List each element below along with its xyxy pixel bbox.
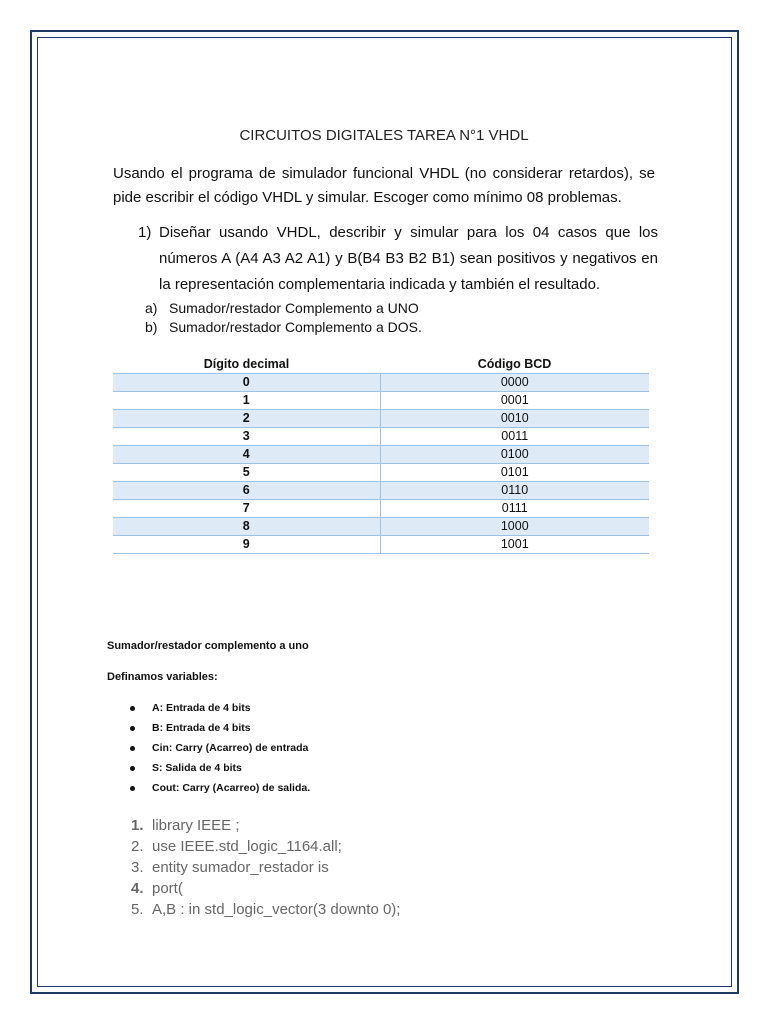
code-text: library IEEE ; <box>152 817 240 834</box>
code-text: port( <box>152 880 183 897</box>
line-number: 3. <box>131 859 144 876</box>
line-number: 5. <box>131 901 144 918</box>
cell-bcd-code: 1001 <box>380 536 649 554</box>
subitem-text: Sumador/restador Complemento a DOS. <box>169 319 422 335</box>
cell-decimal-digit: 7 <box>113 500 380 518</box>
list-item: S: Salida de 4 bits <box>130 758 310 778</box>
code-line <box>131 815 400 836</box>
table-row <box>113 482 649 500</box>
code-text: A,B : in std_logic_vector(3 downto 0); <box>152 901 401 918</box>
cell-bcd-code: 0110 <box>380 482 649 500</box>
table-row <box>113 446 649 464</box>
table-row <box>113 428 649 446</box>
header-decimal-digit: Dígito decimal <box>203 357 290 371</box>
define-variables-label: Definamos variables: <box>107 671 218 683</box>
problem-1 <box>138 220 658 298</box>
list-item: A: Entrada de 4 bits <box>130 698 310 718</box>
line-number: 2. <box>131 838 144 855</box>
code-line <box>131 899 400 920</box>
code-listing <box>131 815 400 920</box>
subitem-text: Sumador/restador Complemento a UNO <box>169 300 419 316</box>
cell-bcd-code: 0010 <box>380 410 649 428</box>
intro-paragraph: Usando el programa de simulador funcional VHDL (no considerar retardos), se pide escribir el código VHDL y simular. Escoger como mínimo 08 problemas. <box>113 165 655 206</box>
cell-decimal-digit: 5 <box>113 464 380 482</box>
cell-bcd-code: 0000 <box>380 374 649 392</box>
problem-text: Diseñar usando VHDL, describir y simular para los 04 casos que los números A (A4 A3 A2 A1) y B(B4 B3 B2 B1) sean positivos y negativos en la representación complementaria indicada y también el resultado. <box>159 224 658 293</box>
line-number: 4. <box>131 880 144 897</box>
code-line <box>131 857 400 878</box>
subitem-a <box>145 299 419 317</box>
table-row <box>113 464 649 482</box>
list-item: Cout: Carry (Acarreo) de salida. <box>130 778 310 798</box>
document-title: CIRCUITOS DIGITALES TAREA N°1 VHDL <box>239 127 529 144</box>
code-line <box>131 878 400 899</box>
bullet-icon <box>130 766 135 771</box>
cell-decimal-digit: 6 <box>113 482 380 500</box>
cell-decimal-digit: 8 <box>113 518 380 536</box>
subitem-b <box>145 318 422 336</box>
bullet-icon <box>130 706 135 711</box>
variables-list <box>130 698 310 798</box>
cell-bcd-code: 1000 <box>380 518 649 536</box>
table-row <box>113 410 649 428</box>
table-header-row <box>113 356 649 374</box>
code-text: use IEEE.std_logic_1164.all; <box>152 838 342 855</box>
subitem-label: a) <box>145 300 158 316</box>
line-number: 1. <box>131 817 144 834</box>
list-item: Cin: Carry (Acarreo) de entrada <box>130 738 310 758</box>
list-item: B: Entrada de 4 bits <box>130 718 310 738</box>
cell-bcd-code: 0111 <box>380 500 649 518</box>
code-text: entity sumador_restador is <box>152 859 329 876</box>
table-row <box>113 374 649 392</box>
cell-decimal-digit: 4 <box>113 446 380 464</box>
cell-bcd-code: 0011 <box>380 428 649 446</box>
bcd-table <box>113 356 649 554</box>
bullet-icon <box>130 746 135 751</box>
problem-number: 1) <box>138 224 152 241</box>
code-line <box>131 836 400 857</box>
bullet-icon <box>130 726 135 731</box>
table-row <box>113 536 649 554</box>
table-row <box>113 500 649 518</box>
table-row <box>113 518 649 536</box>
cell-decimal-digit: 0 <box>113 374 380 392</box>
cell-decimal-digit: 1 <box>113 392 380 410</box>
cell-decimal-digit: 9 <box>113 536 380 554</box>
table-row <box>113 392 649 410</box>
subitem-label: b) <box>145 319 158 335</box>
cell-decimal-digit: 3 <box>113 428 380 446</box>
cell-decimal-digit: 2 <box>113 410 380 428</box>
section-title: Sumador/restador complemento a uno <box>107 640 309 652</box>
cell-bcd-code: 0001 <box>380 392 649 410</box>
bullet-icon <box>130 786 135 791</box>
cell-bcd-code: 0100 <box>380 446 649 464</box>
header-bcd-code: Código BCD <box>477 357 552 371</box>
cell-bcd-code: 0101 <box>380 464 649 482</box>
